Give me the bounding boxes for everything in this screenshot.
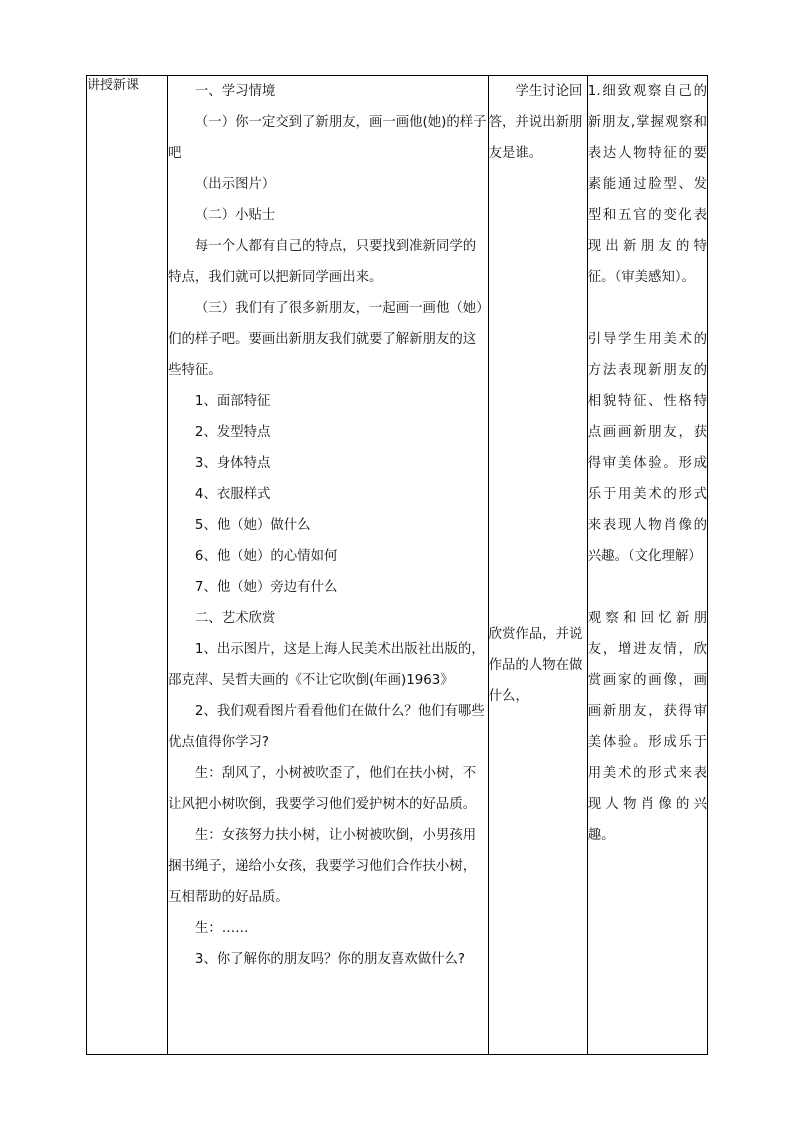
- list-item: 3、身体特点: [194, 456, 271, 471]
- lesson-plan-table: [86, 75, 708, 1055]
- section-heading-2: 二、艺术欣赏: [194, 611, 276, 626]
- list-item: 1、面部特征: [194, 394, 271, 409]
- list-item: 4、衣服样式: [194, 487, 271, 502]
- content-paragraph: 生：刮风了，小树被吹歪了，他们在扶小树，不让风把小树吹倒，我要学习他们爱护树木的好品质。: [168, 766, 477, 812]
- content-paragraph: （出示图片）: [194, 177, 276, 192]
- content-paragraph: 生：女孩努力扶小树，让小树被吹倒，小男孩用捆书绳子，递给小女孩，我要学习他们合作扶小树，互相帮助的好品质。: [168, 828, 477, 905]
- student-activity-2: 欣赏作品，并说作品的人物在做什么，: [488, 627, 583, 704]
- content-paragraph: 每一个人都有自己的特点，只要找到准新同学的特点，我们就可以把新同学画出来。: [168, 239, 477, 285]
- design-intent-1: 1.细致观察自己的新朋友,掌握观察和表达人物特征的要素能通过脸型、发型和五官的变化表现出新朋友的特征。（审美感知）。: [587, 84, 707, 285]
- design-intent-2: 引导学生用美术的方法表现新朋友的相貌特征、性格特点画画新朋友，获得审美体验。形成乐于用美术的形式来表现人物肖像的兴趣。（文化理解）: [587, 332, 707, 564]
- content-paragraph: 1、出示图片，这是上海人民美术出版社出版的，邵克萍、吴哲夫画的《不让它吹倒(年画)1963》: [168, 642, 485, 688]
- list-item: 7、他（她）旁边有什么: [194, 580, 338, 595]
- stage-label: 讲授新课: [87, 78, 140, 93]
- table-row: [87, 76, 708, 1055]
- teaching-content-cell: [168, 76, 489, 1055]
- content-paragraph: 3、你了解你的朋友吗？你的朋友喜欢做什么?: [194, 952, 465, 967]
- list-item: 2、发型特点: [194, 425, 271, 440]
- student-activity-1: 学生讨论回答，并说出新朋友是谁。: [488, 84, 583, 161]
- design-intent-3: 观察和回忆新朋友，增进友情，欣赏画家的画像，画画新朋友，获得审美体验。形成乐于用美术的形式来表现人物肖像的兴趣。: [587, 611, 707, 843]
- student-activity-cell: [488, 76, 587, 1055]
- design-intent-cell: [587, 76, 707, 1055]
- section-heading-1: 一、学习情境: [194, 84, 276, 99]
- list-item: 6、他（她）的心情如何: [194, 549, 338, 564]
- content-paragraph: 2、我们观看图片看看他们在做什么？他们有哪些优点值得你学习?: [168, 704, 485, 750]
- stage-label-cell: [87, 76, 168, 1055]
- list-item: 5、他（她）做什么: [194, 518, 311, 533]
- content-paragraph: （三）我们有了很多新朋友，一起画一画他（她）们的样子吧。要画出新朋友我们就要了解新朋友的这些特征。: [168, 301, 483, 378]
- content-paragraph: （一）你一定交到了新朋友，画一画他(她)的样子吧: [168, 115, 487, 161]
- content-paragraph: （二）小贴士: [194, 208, 276, 223]
- content-paragraph: 生：……: [194, 921, 249, 936]
